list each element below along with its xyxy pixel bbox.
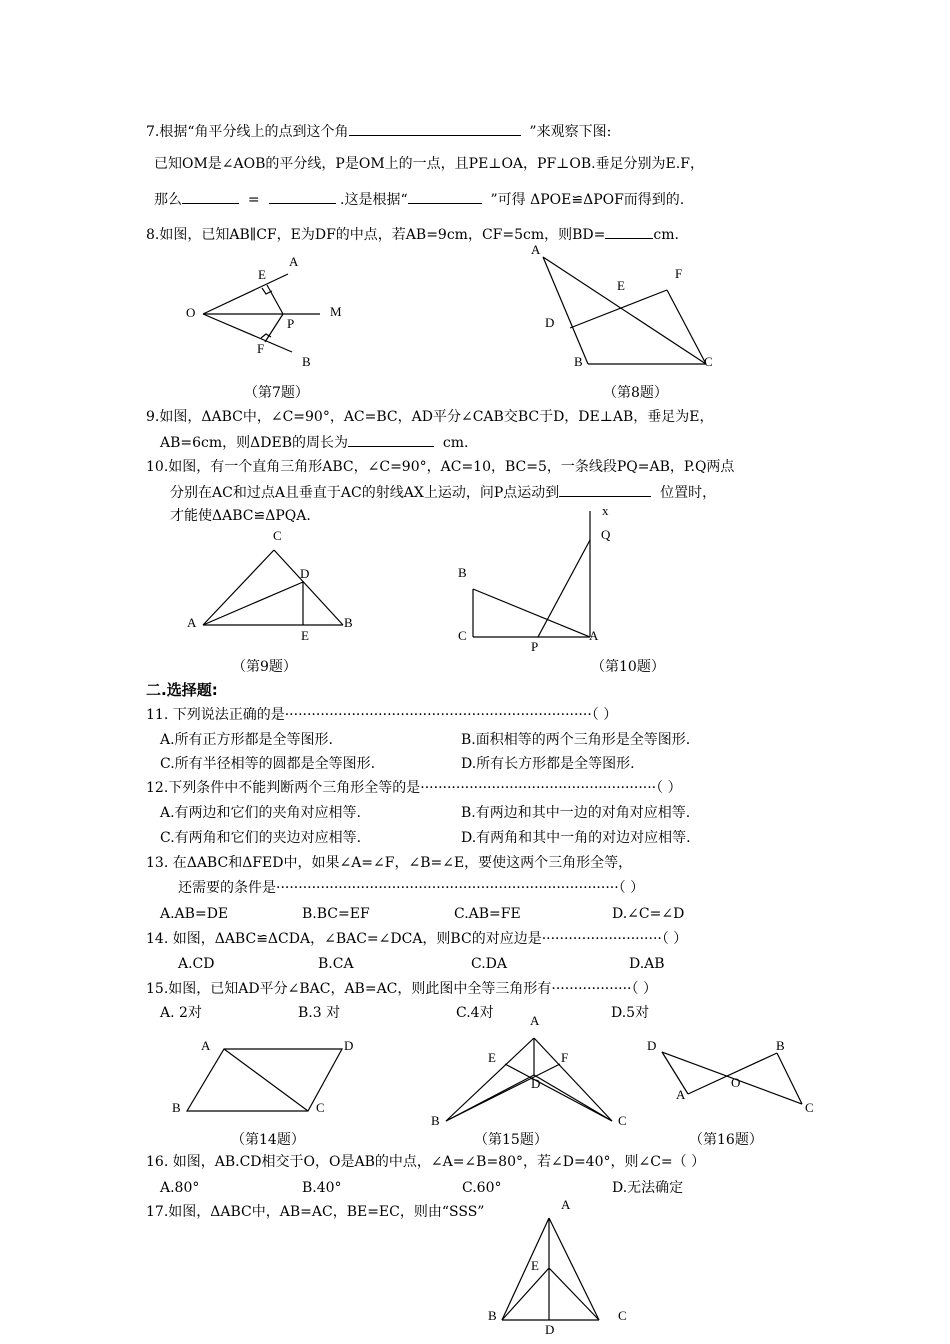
q15-option-a[interactable]: A. 2对 bbox=[160, 1005, 202, 1021]
fig9-seg-AD bbox=[203, 582, 303, 625]
caption-fig14: （第14题） bbox=[231, 1132, 305, 1148]
fig10-label-A: A bbox=[589, 628, 599, 643]
q13-option-a[interactable]: A.AB=DE bbox=[160, 906, 229, 922]
q7-line3: 那么 = .这是根据“ ”可得 ΔPOE≌ΔPOF而得到的. bbox=[154, 189, 684, 209]
fig7-label-B: B bbox=[302, 354, 311, 369]
fig8-seg-DF bbox=[570, 290, 667, 328]
fig16-label-C: C bbox=[805, 1100, 814, 1115]
fig10-label-P: P bbox=[531, 639, 539, 654]
fig9-label-C: C bbox=[273, 528, 282, 543]
caption-fig9: （第9题） bbox=[232, 659, 297, 675]
fig16-label-D: D bbox=[647, 1038, 657, 1053]
q13-option-d[interactable]: D.∠C=∠D bbox=[612, 906, 685, 922]
fig10-label-B: B bbox=[458, 565, 467, 580]
fig9-label-A: A bbox=[187, 615, 197, 630]
fig14-label-A: A bbox=[201, 1038, 211, 1053]
fig15-label-A: A bbox=[530, 1013, 540, 1028]
q9-blank[interactable] bbox=[348, 432, 434, 447]
fig15-seg-AC bbox=[534, 1038, 612, 1121]
q15-stem: 15.如图，已知AD平分∠BAC，AB=AC，则此图中全等三角形有··················（ ） bbox=[146, 981, 657, 997]
q10-line3: 才能使ΔABC≌ΔPQA. bbox=[170, 508, 311, 524]
q7-line2: 已知OM是∠AOB的平分线，P是OM上的一点，且PE⊥OA，PF⊥OB.垂足分别为E.F， bbox=[154, 156, 704, 172]
fig10-seg-PQ bbox=[538, 540, 590, 637]
fig8-label-B: B bbox=[574, 354, 583, 369]
q12-option-c[interactable]: C.有两角和它们的夹边对应相等. bbox=[160, 830, 362, 846]
fig15-label-D: D bbox=[531, 1076, 541, 1091]
fig17-seg-AC bbox=[549, 1218, 599, 1320]
fig17-label-D: D bbox=[545, 1322, 555, 1337]
q11-option-c[interactable]: C.所有半径相等的圆都是全等图形. bbox=[160, 756, 376, 772]
fig7-label-O: O bbox=[186, 305, 196, 320]
fig14-label-C: C bbox=[316, 1100, 325, 1115]
q9-line2: AB=6cm，则ΔDEB的周长为 cm. bbox=[160, 432, 468, 452]
q13-option-b[interactable]: B.BC=EF bbox=[302, 906, 370, 922]
fig8-label-A: A bbox=[531, 242, 541, 257]
q12-option-b[interactable]: B.有两边和其中一边的对角对应相等. bbox=[461, 805, 691, 821]
fig15-label-C: C bbox=[618, 1113, 627, 1128]
q10-blank[interactable] bbox=[559, 482, 651, 497]
fig16-label-A: A bbox=[676, 1087, 686, 1102]
caption-fig15: （第15题） bbox=[474, 1132, 548, 1148]
fig15-label-B: B bbox=[431, 1113, 440, 1128]
q16-option-d[interactable]: D.无法确定 bbox=[612, 1180, 684, 1196]
q16-stem: 16. 如图，AB.CD相交于O，O是AB的中点，∠A=∠B=80°，若∠D=40°，则∠C=（ ） bbox=[146, 1154, 706, 1170]
q14-option-c[interactable]: C.DA bbox=[471, 956, 507, 972]
fig9-seg-CB bbox=[274, 550, 343, 625]
q12-stem: 12.下列条件中不能判断两个三角形全等的是·····················································（ ） bbox=[146, 780, 682, 796]
q8-stem: 8.如图，已知AB∥CF，E为DF的中点，若AB=9cm，CF=5cm，则BD= cm. bbox=[146, 224, 679, 244]
fig8-seg-CF bbox=[667, 290, 706, 364]
q11-option-b[interactable]: B.面积相等的两个三角形是全等图形. bbox=[461, 732, 691, 748]
fig7-ray-OA bbox=[203, 274, 288, 314]
q12-option-a[interactable]: A.有两边和它们的夹角对应相等. bbox=[160, 805, 362, 821]
q10-line2: 分别在AC和过点A且垂直于AC的射线AX上运动，问P点运动到 位置时， bbox=[170, 482, 716, 502]
q16-option-b[interactable]: B.40° bbox=[302, 1180, 342, 1196]
fig9-label-D: D bbox=[300, 566, 310, 581]
fig15-label-F: F bbox=[561, 1050, 569, 1065]
fig10-seg-BA bbox=[473, 589, 590, 637]
fig14-seg-AC bbox=[224, 1049, 308, 1111]
q15-option-d[interactable]: D.5对 bbox=[611, 1005, 650, 1021]
q9-line1: 9.如图，ΔABC中，∠C=90°，AC=BC，AD平分∠CAB交BC于D，DE⊥AB，垂足为E， bbox=[146, 409, 714, 425]
q11-stem: 11. 下列说法正确的是·····································································（ ） bbox=[146, 707, 618, 723]
fig17-seg-AB bbox=[502, 1218, 549, 1320]
fig7-label-M: M bbox=[330, 304, 342, 319]
fig8-label-F: F bbox=[675, 266, 683, 281]
q14-stem: 14. 如图，ΔABC≌ΔCDA，∠BAC=∠DCA，则BC的对应边是···························（ ） bbox=[146, 931, 688, 947]
fig9-seg-AC bbox=[203, 550, 274, 625]
caption-fig7: （第7题） bbox=[244, 385, 309, 401]
fig9-label-B: B bbox=[344, 615, 353, 630]
q11-option-a[interactable]: A.所有正方形都是全等图形. bbox=[160, 732, 334, 748]
q13-line2: 还需要的条件是·············································································（ ） bbox=[178, 880, 645, 896]
fig17-label-C: C bbox=[618, 1308, 627, 1323]
fig17-seg-BE bbox=[502, 1268, 549, 1320]
fig10-label-x: x bbox=[602, 503, 609, 518]
fig8-label-D: D bbox=[545, 315, 555, 330]
fig15-label-E: E bbox=[488, 1050, 496, 1065]
fig17-label-B: B bbox=[488, 1308, 497, 1323]
fig10-label-C: C bbox=[458, 628, 467, 643]
fig8-seg-AB bbox=[543, 257, 588, 364]
q11-option-d[interactable]: D.所有长方形都是全等图形. bbox=[461, 756, 635, 772]
q14-option-b[interactable]: B.CA bbox=[318, 956, 354, 972]
fig7-seg-PE bbox=[267, 285, 283, 314]
q13-option-c[interactable]: C.AB=FE bbox=[454, 906, 521, 922]
q14-option-a[interactable]: A.CD bbox=[178, 956, 215, 972]
q10-line1: 10.如图，有一个直角三角形ABC，∠C=90°，AC=10，BC=5，一条线段PQ=AB，P.Q两点 bbox=[146, 459, 735, 475]
fig8-label-C: C bbox=[704, 354, 713, 369]
fig7-label-A: A bbox=[289, 254, 299, 269]
q12-option-d[interactable]: D.有两角和其中一角的对边对应相等. bbox=[461, 830, 691, 846]
q16-option-a[interactable]: A.80° bbox=[160, 1180, 200, 1196]
caption-fig10: （第10题） bbox=[591, 659, 665, 675]
caption-fig16: （第16题） bbox=[689, 1132, 763, 1148]
fig16-label-B: B bbox=[776, 1038, 785, 1053]
q15-option-c[interactable]: C.4对 bbox=[456, 1005, 494, 1021]
q17-stem: 17.如图，ΔABC中，AB=AC，BE=EC，则由“SSS” bbox=[146, 1204, 485, 1220]
fig16-label-O: O bbox=[731, 1075, 741, 1090]
q16-option-c[interactable]: C.60° bbox=[462, 1180, 502, 1196]
fig10-label-Q: Q bbox=[601, 527, 611, 542]
fig8-label-E: E bbox=[617, 278, 625, 293]
fig9-label-E: E bbox=[301, 628, 309, 643]
q7-line1: 7.根据“角平分线上的点到这个角 ”来观察下图: bbox=[146, 121, 611, 141]
fig14-label-B: B bbox=[172, 1100, 181, 1115]
q13-line1: 13. 在ΔABC和ΔFED中，如果∠A=∠F，∠B=∠E，要使这两个三角形全等， bbox=[146, 855, 633, 871]
q14-option-d[interactable]: D.AB bbox=[629, 956, 665, 972]
fig15-seg-FB bbox=[446, 1064, 560, 1121]
fig17-label-E: E bbox=[531, 1258, 539, 1273]
fig7-label-E: E bbox=[258, 267, 266, 282]
fig7-seg-PF bbox=[265, 314, 283, 342]
caption-fig8: （第8题） bbox=[603, 385, 668, 401]
fig17-seg-EC bbox=[549, 1268, 599, 1320]
fig15-seg-EC bbox=[505, 1064, 612, 1121]
q15-option-b[interactable]: B.3 对 bbox=[298, 1005, 341, 1021]
fig14-label-D: D bbox=[344, 1038, 354, 1053]
fig17-label-A: A bbox=[561, 1197, 571, 1212]
fig7-label-F: F bbox=[257, 341, 265, 356]
section-2-heading: 二.选择题: bbox=[146, 681, 218, 699]
fig7-label-P: P bbox=[287, 316, 295, 331]
